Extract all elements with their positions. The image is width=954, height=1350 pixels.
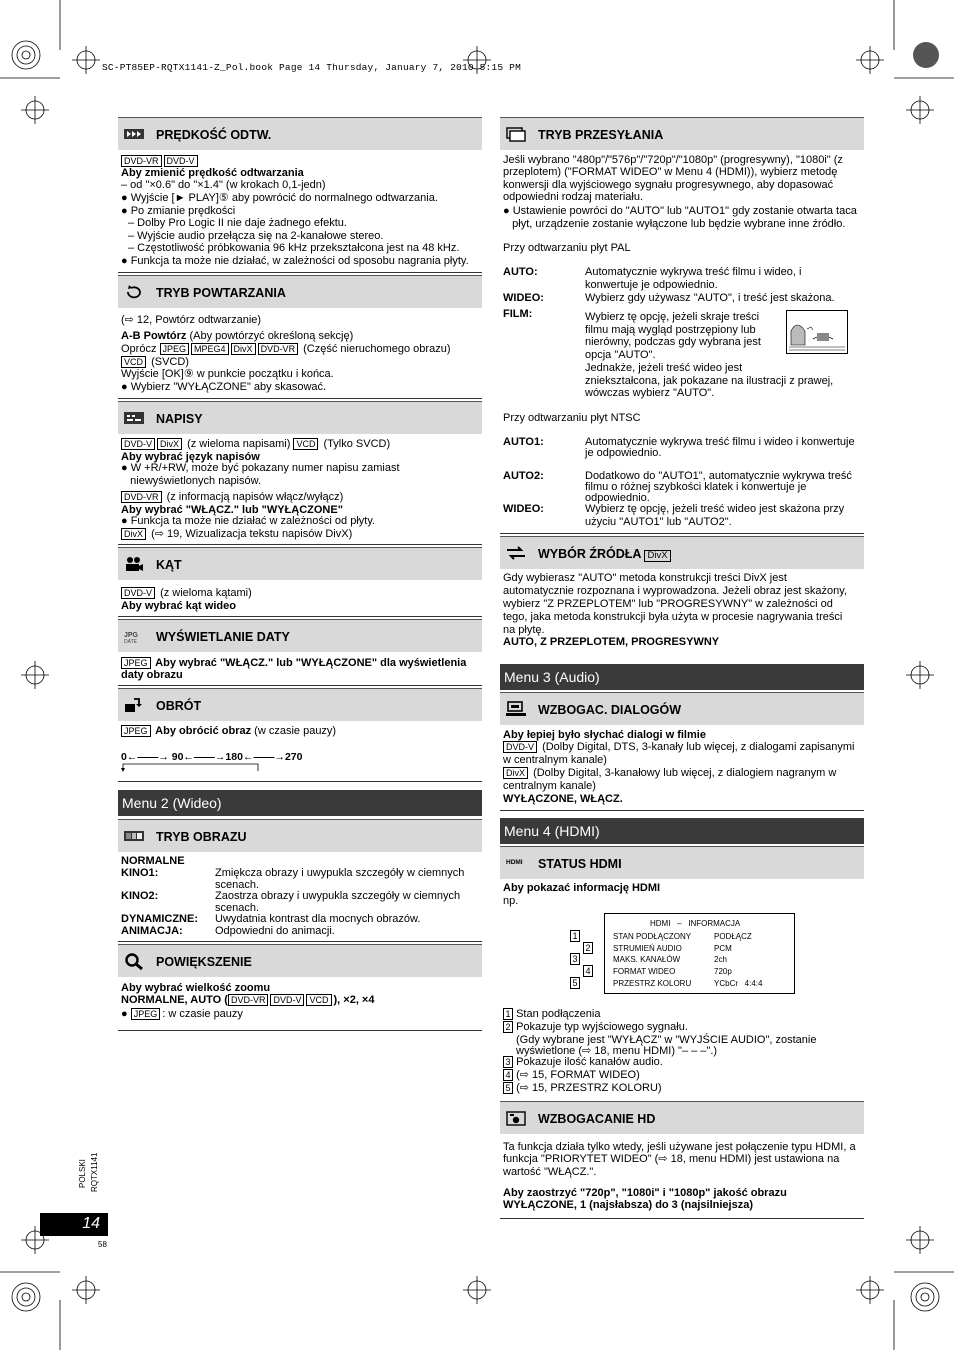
section-title: OBRÓT <box>156 699 202 713</box>
film-line: opcja "AUTO". <box>585 349 656 362</box>
term: AUTO2: <box>503 470 544 482</box>
section-predkosc <box>118 117 482 150</box>
divider <box>118 544 482 545</box>
definition: konwertuje je odpowiednio. <box>585 279 718 291</box>
text-line: ● Po zmianie prędkości <box>121 205 236 217</box>
section-napisy <box>118 401 482 434</box>
definition: filmu o różnej szybkości klatek i konwertuje je <box>585 481 807 493</box>
text-line: (⇨ 12, Powtórz odtwarzanie) <box>121 314 262 326</box>
text-line: Oprócz JPEG MPEG4 DivX DVD-VR (Część nieruchomego obrazu) <box>121 343 451 355</box>
text-line: AUTO, Z PRZEPLOTEM, PROGRESYWNY <box>503 636 720 648</box>
section-wyswietlanie-daty <box>118 619 482 652</box>
divider <box>500 533 864 534</box>
note-line: 2 Pokazuje typ wyjściowego sygnału. <box>503 1021 688 1034</box>
hd-enhancer-icon <box>506 1110 526 1126</box>
definition: scenach. <box>215 902 260 914</box>
info-value: PCM <box>714 943 732 953</box>
text-line: JPEG Aby obrócić obraz (w czasie pauzy) <box>121 725 336 738</box>
info-value: PODŁĄCZ <box>714 932 752 941</box>
file-header: SC-PT85EP-RQTX1141-Z_Pol.book Page 14 Thursday, January 7, 2010 5:15 PM <box>102 62 521 73</box>
text-line: Aby łepiej było słychać dialogi w filmie <box>503 729 706 741</box>
divider <box>118 616 482 617</box>
note-line: 5 (⇨ 15, PRZESTRZ KOLORU) <box>503 1082 662 1095</box>
text-line: w centralnym kanale) <box>503 754 607 766</box>
text-line: płyt, urządzenie zostanie wyłączone lub będzie wybrane inne źródło. <box>503 218 846 230</box>
section-status-hdmi <box>500 846 864 879</box>
definition: Wybierz tę opcję, jeżeli treść wideo jest skażona przy <box>585 503 845 515</box>
term: ANIMACJA: <box>121 925 183 937</box>
text-line: Aby zmienić prędkość odtwarzania <box>121 167 304 179</box>
note-line: 3 Pokazuje ilość kanałów audio. <box>503 1056 663 1069</box>
subtitle-icon <box>124 410 144 426</box>
info-value: 2ch <box>714 955 727 965</box>
info-number: 3 <box>570 953 580 965</box>
rotate-icon <box>124 697 144 713</box>
definition: Uwydatnia kontrast dla mocnych obrazów. <box>215 913 421 925</box>
distortion-illustration <box>786 310 848 354</box>
text-line: centralnym kanale) <box>503 780 596 792</box>
fast-forward-icon <box>124 126 144 142</box>
text-line: WYŁĄCZONE, 1 (najsłabsza) do 3 (najsilniejsza) <box>503 1199 753 1211</box>
text-line: ● JPEG : w czasie pauzy <box>121 1008 243 1020</box>
film-line: Jednakże, jeżeli treść wideo jest <box>585 361 743 374</box>
text-line: DVD-V DivX (z wieloma napisami) VCD (Tylko SVCD) <box>121 438 390 451</box>
section-tryb-obrazu <box>118 819 482 852</box>
text-line: Aby wybrać "WŁĄCZ." lub "WYŁĄCZONE" <box>121 504 343 516</box>
definition: scenach. <box>215 879 260 891</box>
side-small: 58 <box>98 1240 107 1249</box>
term: KINO1: <box>121 867 159 879</box>
divider <box>118 781 482 782</box>
hdmi-info-title: HDMI – INFORMACJA <box>650 919 741 928</box>
divider <box>118 941 482 942</box>
menu-3-header: Menu 3 (Audio) <box>500 664 864 690</box>
text-line: ● Wyjście [► PLAY]⑤ aby powrócić do normalnego odtwarzania. <box>121 192 438 204</box>
source-select-icon <box>506 545 526 561</box>
rotation-sequence: 0←——→ 90←——→180←——→270 <box>121 751 303 763</box>
definition: Automatycznie wykrywa treść filmu i wideo i konwertuje <box>585 436 855 448</box>
section-title: POWIĘKSZENIE <box>156 955 252 969</box>
menu-2-header: Menu 2 (Wideo) <box>118 790 482 816</box>
text-line: Aby wybrać język napisów <box>121 451 260 463</box>
text-line: Wyjście [OK]⑨ w punkcie początku i końca. <box>121 368 334 380</box>
transfer-mode-icon <box>506 126 526 142</box>
definition: Wybierz gdy używasz "AUTO", i treść jest skażona. <box>585 292 835 304</box>
definition: użyciu "AUTO1" lub "AUTO2". <box>585 516 732 528</box>
text-line: odpowiedni rodzaj materiału. <box>503 191 644 203</box>
info-number: 2 <box>583 942 593 954</box>
picture-mode-icon <box>124 828 144 844</box>
film-line: wówczas wybierz "AUTO". <box>585 387 715 400</box>
note-line: 4 (⇨ 15, FORMAT WIDEO) <box>503 1069 640 1082</box>
text-line: automatycznie rozpoznana i wyprowadzona. Jeżeli obraz jest skażony, <box>503 585 848 597</box>
section-tryb-powtarzania <box>118 275 482 308</box>
info-value: 720p <box>714 967 732 977</box>
page-number <box>40 1213 108 1236</box>
text-line: wybierz "Z PRZEPLOTEM" lub "PROGRESYWNY" w zależności od <box>503 598 833 610</box>
info-number: 4 <box>583 965 593 977</box>
section-title: TRYB OBRAZU <box>156 830 247 844</box>
text-line: ● W +R/+RW, może być pokazany numer napisu zamiast <box>121 462 400 474</box>
definition: Dodatkowo do "AUTO1", automatycznie wykrywa treść <box>585 470 852 482</box>
section-title: PRĘDKOŚĆ ODTW. <box>156 128 272 142</box>
text-line: DivX (Dolby Digital, 3-kanałowy lub więcej, z dialogiem nagranym w <box>503 767 836 780</box>
info-key: FORMAT WIDEO <box>613 967 676 977</box>
note-line: (Gdy wybrane jest "WYŁĄCZ" w "WYJŚCIE AUDIO", zostanie <box>516 1034 817 1046</box>
text-line: ● Ustawienie powróci do "AUTO" lub "AUTO1" gdy zostanie otwarta taca <box>503 205 857 217</box>
term: WIDEO: <box>503 503 544 515</box>
note-line: wyświetlone (⇨ 18, menu HDMI) "– – –".) <box>516 1045 718 1057</box>
text-line: WYŁĄCZONE, WŁĄCZ. <box>503 793 623 805</box>
text-line: Ta funkcja działa tylko wtedy, jeśli używane jest połączenie typu HDMI, a <box>503 1141 856 1153</box>
section-title: NAPISY <box>156 412 203 426</box>
definition: Zmiękcza obrazy i uwypukla szczegóły w ciemnych <box>215 867 465 879</box>
text-line: DVD-V (Dolby Digital, DTS, 3-kanały lub więcej, z dialogami zapisanymi <box>503 741 854 754</box>
text-line: niewyświetlonych napisów. <box>121 475 262 487</box>
divider <box>118 685 482 686</box>
term: AUTO: <box>503 266 538 278</box>
text-line: ● Wybierz "WYŁĄCZONE" aby skasować. <box>121 381 327 393</box>
text-line: DivX (⇨ 19, Wizualizacja tekstu napisów DivX) <box>121 528 352 541</box>
section-wzbogac-dialogow <box>500 692 864 725</box>
text-line: na płytę. <box>503 624 545 636</box>
divider <box>118 272 482 273</box>
text-line: Przy odtwarzaniu płyt NTSC <box>503 412 641 424</box>
section-title: TRYB PRZESYŁANIA <box>538 128 664 142</box>
illustration-image <box>787 311 847 353</box>
section-obrot <box>118 688 482 721</box>
note-line: 1 Stan podłączenia <box>503 1008 600 1021</box>
text-line: daty obrazu <box>121 669 183 681</box>
info-key: MAKS. KANAŁÓW <box>613 955 681 965</box>
definition: Odpowiedni do animacji. <box>215 925 335 937</box>
definition: Zaostrza obrazy i uwypukla szczegóły w ciemnych <box>215 890 461 902</box>
dialogue-enhancer-icon <box>506 701 526 717</box>
rotation-return-arrow <box>121 762 261 772</box>
section-powiekszenie <box>118 944 482 977</box>
text-line: – od "×0.6" do "×1.4" (w krokach 0,1-jedn) <box>121 179 326 191</box>
definition: odpowiednio. <box>585 492 650 504</box>
text-line: Jeśli wybrano "480p"/"576p"/"720p"/"1080p" (progresywny), "1080i" (z <box>503 154 843 166</box>
divider <box>500 1218 864 1219</box>
section-wybor-zrodla <box>500 536 864 569</box>
side-lang: POLSKI <box>78 1159 87 1188</box>
section-wzbogacanie-hd <box>500 1101 864 1134</box>
jpg-date-icon: JPG DATE <box>124 632 139 645</box>
info-key: STRUMIEŃ AUDIO <box>613 943 682 953</box>
term: DYNAMICZNE: <box>121 913 198 925</box>
divider <box>118 1030 482 1031</box>
tags-line: DVD-VR DVD-V <box>121 155 200 168</box>
divider <box>118 398 482 399</box>
text-line: ● Funkcja ta może nie działać w zależności od płyty. <box>121 515 376 527</box>
text-line: DVD-V (z wieloma kątami) <box>121 587 252 600</box>
text-line: wartość "WŁĄCZ.". <box>503 1166 597 1178</box>
film-line: nierówny, podczas gdy wybrana jest <box>585 336 761 349</box>
term: AUTO1: <box>503 436 544 448</box>
text-line: Aby wybrać kąt wideo <box>121 600 236 612</box>
info-number: 5 <box>570 977 580 989</box>
text-line: Aby zaostrzyć "720p", "1080i" i "1080p" jakość obrazu <box>503 1187 787 1199</box>
text-line: DVD-VR (z informacją napisów włącz/wyłącz) <box>121 491 343 504</box>
text-line: Aby pokazać informację HDMI <box>503 882 661 894</box>
text-line: Gdy wybierasz "AUTO" metoda konstrukcji treści DivX jest <box>503 572 787 584</box>
film-line: zniekształcona, jak pokazane na ilustracji z prawej, <box>585 374 834 387</box>
text-line: ● Funkcja ta może nie działać, w zależności od sposobu nagrania płyty. <box>121 255 469 267</box>
divider <box>500 810 864 811</box>
definition: je odpowiednio. <box>585 447 662 459</box>
info-key: STAN PODŁĄCZONY <box>613 932 692 941</box>
camera-angle-icon <box>124 556 144 572</box>
text-line: JPEG Aby wybrać "WŁĄCZ." lub "WYŁĄCZONE" dla wyświetlenia <box>121 657 466 670</box>
term: NORMALNE <box>121 855 185 867</box>
text-line: – Dolby Pro Logic II nie daje żadnego efektu. <box>128 217 347 229</box>
menu-4-header: Menu 4 (HDMI) <box>500 818 864 844</box>
info-value: YCbCr 4:4:4 <box>714 978 763 988</box>
section-tryb-przesylania <box>500 117 864 150</box>
film-line: Wybierz tę opcję, jeżeli skraje treści <box>585 311 760 323</box>
info-key: PRZESTRZ KOLORU <box>613 978 692 988</box>
info-number: 1 <box>570 930 580 942</box>
section-title: WYŚWIETLANIE DATY <box>156 630 290 644</box>
section-title: WYBÓR ŹRÓDŁA DivX <box>538 547 673 562</box>
text-line: A-B Powtórz (Aby powtórzyć określoną sekcję) <box>121 330 354 342</box>
section-kat <box>118 547 482 580</box>
definition: Automatycznie wykrywa treść filmu i wideo, i <box>585 266 802 278</box>
side-code: RQTX1141 <box>90 1152 99 1192</box>
text-line: tego, jaka metoda konstrukcji była użyta w procesie nagrywania treści <box>503 611 843 623</box>
hdmi-icon: HDMI <box>506 859 523 866</box>
zoom-icon <box>124 951 144 971</box>
film-line: filmu mają wygląd postrzępiony lub <box>585 323 756 336</box>
text-line: przeplotem) ("FORMAT WIDEO" w Menu 4 (HDMI)), wybierz metodę <box>503 166 838 178</box>
section-title: WZBOGACANIE HD <box>538 1112 656 1126</box>
section-title: KĄT <box>156 558 182 572</box>
text-line: funkcja "PRIORYTET WIDEO" (⇨ 18, menu HDMI) jest ustawiona na <box>503 1153 840 1165</box>
term: WIDEO: <box>503 292 544 304</box>
section-title: TRYB POWTARZANIA <box>156 286 286 300</box>
text-line: VCD (SVCD) <box>121 356 189 369</box>
text-line: np. <box>503 895 519 907</box>
text-line: NORMALNE, AUTO ( DVD-VR DVD-V VCD ), ×2, ×4 <box>121 994 375 1006</box>
text-line: – Wyjście audio przełącza się na 2-kanałowe stereo. <box>128 230 384 242</box>
term: KINO2: <box>121 890 159 902</box>
text-line: – Częstotliwość próbkowania 96 kHz przekształcona jest na 48 kHz. <box>128 242 460 254</box>
repeat-icon <box>124 284 144 300</box>
section-title: WZBOGAC. DIALOGÓW <box>538 703 682 717</box>
text-line: konwersji dla wyjściowego sygnału progresywnego, aby dopasować <box>503 179 834 191</box>
section-title: STATUS HDMI <box>538 857 622 871</box>
text-line: Aby wybrać wielkość zoomu <box>121 982 271 994</box>
film-label: FILM: <box>503 308 533 320</box>
text-line: Przy odtwarzaniu płyt PAL <box>503 242 631 254</box>
page-number-text: 14 <box>82 1215 100 1232</box>
